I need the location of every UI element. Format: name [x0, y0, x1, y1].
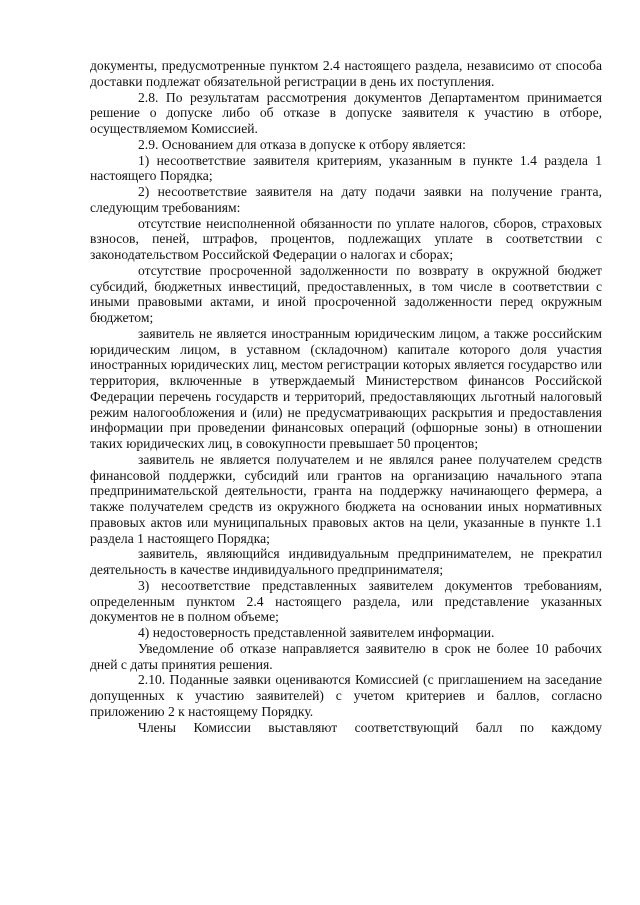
- paragraph-requirement-taxes: отсутствие неисполненной обязанности по уплате налогов, сборов, страховых взносов, пеней, штрафов, процентов, подлежащих уплате в соответствии с законодательством Российской Федерации о налогах и сборах;: [90, 215, 602, 262]
- document-page: [90, 58, 602, 735]
- paragraph-2-9-item-3: 3) несоответствие представленных заявителем документов требованиям, определенным пунктом 2.4 настоящего раздела, или представление указанных документов не в полном объеме;: [90, 577, 602, 625]
- paragraph-2-9-item-1: 1) несоответствие заявителя критериям, указанным в пункте 1.4 раздела 1 настоящего Порядка;: [90, 152, 602, 184]
- paragraph-requirement-entrepreneur: заявитель, являющийся индивидуальным предпринимателем, не прекратил деятельность в качестве индивидуального предпринимателя;: [90, 546, 602, 577]
- paragraph-requirement-foreign-entity: заявитель не является иностранным юридическим лицом, а также российским юридическим лицом, в уставном (складочном) капитале которого доля участия иностранных юридических лиц, местом регистрации которых является государство или территория, включенные в утверждаемый Министерством финансов Российской Федерации перечень государств и территорий, предоставляющих льготный налоговый режим налогообложения и (или) не предусматривающих раскрытия и предоставления информации при проведении финансовых операций (офшорные зоны) в отношении таких юридических лиц, в совокупности превышает 50 процентов;: [90, 325, 602, 451]
- paragraph-continuation: документы, предусмотренные пунктом 2.4 настоящего раздела, независимо от способа доставки подлежат обязательной регистрации в день их поступления.: [90, 58, 602, 89]
- paragraph-requirement-debt: отсутствие просроченной задолженности по возврату в окружной бюджет субсидий, бюджетных инвестиций, предоставленных, в том числе в соответствии с иными правовыми актами, и иной просроченной задолженности перед окружным бюджетом;: [90, 262, 602, 325]
- paragraph-2-9-item-2: 2) несоответствие заявителя на дату подачи заявки на получение гранта, следующим требованиям:: [90, 184, 602, 215]
- paragraph-2-9-item-4: 4) недостоверность представленной заявителем информации.: [138, 625, 495, 640]
- paragraph-2-9: 2.9. Основанием для отказа в допуске к отбору является:: [138, 136, 466, 152]
- paragraph-refusal-notice: Уведомление об отказе направляется заявителю в срок не более 10 рабочих дней с даты принятия решения.: [90, 640, 602, 672]
- paragraph-2-8: 2.8. По результатам рассмотрения документов Департаментом принимается решение о допуске либо об отказе в допуске заявителя к участию в отборе, осуществляемом Комиссией.: [90, 89, 602, 136]
- paragraph-commission-scores: Члены Комиссии выставляют соответствующий балл по каждому: [138, 719, 602, 735]
- paragraph-2-10: 2.10. Поданные заявки оцениваются Комиссией (с приглашением на заседание допущенных к участию заявителей) с учетом критериев и баллов, согласно приложению 2 к настоящему Порядку.: [90, 672, 602, 719]
- paragraph-requirement-not-recipient: заявитель не является получателем и не являлся ранее получателем средств финансовой поддержки, субсидий или грантов на организацию начального этапа предпринимательской деятельности, гранта на поддержку начинающего фермера, а также получателем средств из окружного бюджета на основании иных нормативных правовых актов или муниципальных правовых актов на цели, указанные в пункте 1.1 раздела 1 настоящего Порядка;: [90, 451, 602, 546]
